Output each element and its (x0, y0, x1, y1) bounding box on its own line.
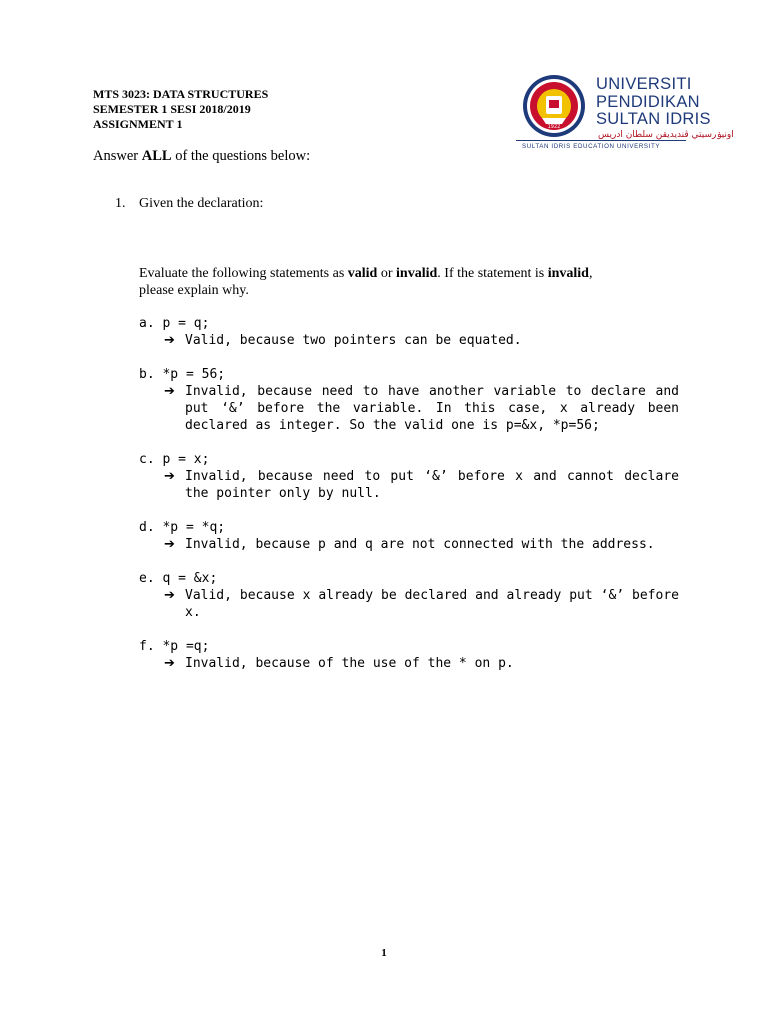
arrow-right-icon: ➔ (164, 537, 175, 552)
intro-text (93, 148, 310, 165)
page-number: 1 (381, 947, 387, 959)
answer (139, 468, 679, 502)
list-item (139, 366, 679, 434)
assignment-label: ASSIGNMENT 1 (93, 117, 183, 131)
instr-bold-invalid-2: invalid (547, 266, 589, 281)
statement: d. *p = *q; (139, 520, 226, 535)
answer-text: Invalid, because of the use of the * on p. (185, 656, 514, 671)
question-number: 1. (115, 196, 126, 211)
arrow-right-icon: ➔ (164, 656, 175, 671)
arrow-right-icon: ➔ (164, 588, 175, 603)
question-text: Given the declaration: (139, 196, 264, 211)
logo-line-3: SULTAN IDRIS (596, 110, 711, 128)
answer-text: Invalid, because p and q are not connected with the address. (185, 537, 655, 552)
logo-divider (516, 140, 686, 141)
intro-before: Answer (93, 148, 142, 164)
arrow-right-icon: ➔ (164, 469, 175, 484)
course-title: MTS 3023: DATA STRUCTURES (93, 87, 269, 101)
answer-text: Valid, because x already be declared and already put ‘&’ before x. (185, 588, 679, 620)
list-item (139, 570, 679, 621)
instr-line-2: please explain why. (139, 283, 249, 298)
arrow-right-icon: ➔ (164, 333, 175, 348)
university-logo (516, 70, 734, 152)
answer (139, 536, 679, 553)
list-item (139, 315, 679, 349)
instr-part-1: Evaluate the following statements as (139, 266, 348, 281)
answer (139, 587, 679, 621)
university-seal-icon (522, 74, 586, 138)
answer-text: Invalid, because need to have another variable to declare and put ‘&’ before the variable. In this case, x already been declared as integer. So the valid one is p=&x, *p=56; (185, 384, 679, 433)
answer-text: Invalid, because need to put ‘&’ before x and cannot declare the pointer only by null. (185, 469, 679, 501)
intro-after: of the questions below: (171, 148, 311, 164)
answer (139, 383, 679, 434)
list-item (139, 519, 679, 553)
instr-bold-valid: valid (347, 266, 378, 281)
statement: e. q = &x; (139, 571, 218, 586)
list-item (139, 451, 679, 502)
university-name (596, 76, 711, 129)
seal-year: 1922 (547, 124, 561, 130)
instr-bold-invalid: invalid (396, 266, 438, 281)
logo-subtitle: SULTAN IDRIS EDUCATION UNIVERSITY (522, 143, 661, 150)
instruction-text (139, 265, 592, 299)
answer (139, 332, 679, 349)
instr-part-3: . If the statement is (437, 266, 548, 281)
instr-part-2: or (377, 266, 397, 281)
instr-part-4: , (588, 266, 593, 281)
statement: b. *p = 56; (139, 367, 226, 382)
semester-label: SEMESTER 1 SESI 2018/2019 (93, 102, 251, 116)
list-item (139, 638, 679, 672)
statement: a. p = q; (139, 316, 210, 331)
logo-line-1: UNIVERSITI (596, 75, 692, 93)
answer (139, 655, 679, 672)
logo-line-2: PENDIDIKAN (596, 92, 700, 111)
intro-bold: ALL (141, 148, 172, 164)
answer-list (139, 315, 679, 689)
statement: c. p = x; (139, 452, 210, 467)
answer-text: Valid, because two pointers can be equated. (185, 333, 522, 348)
statement: f. *p =q; (139, 639, 210, 654)
course-header (93, 87, 268, 132)
arrow-right-icon: ➔ (164, 384, 175, 399)
logo-jawi-text: اونيۏرسيتي ڤنديديقن سلطان ادريس (598, 130, 734, 140)
